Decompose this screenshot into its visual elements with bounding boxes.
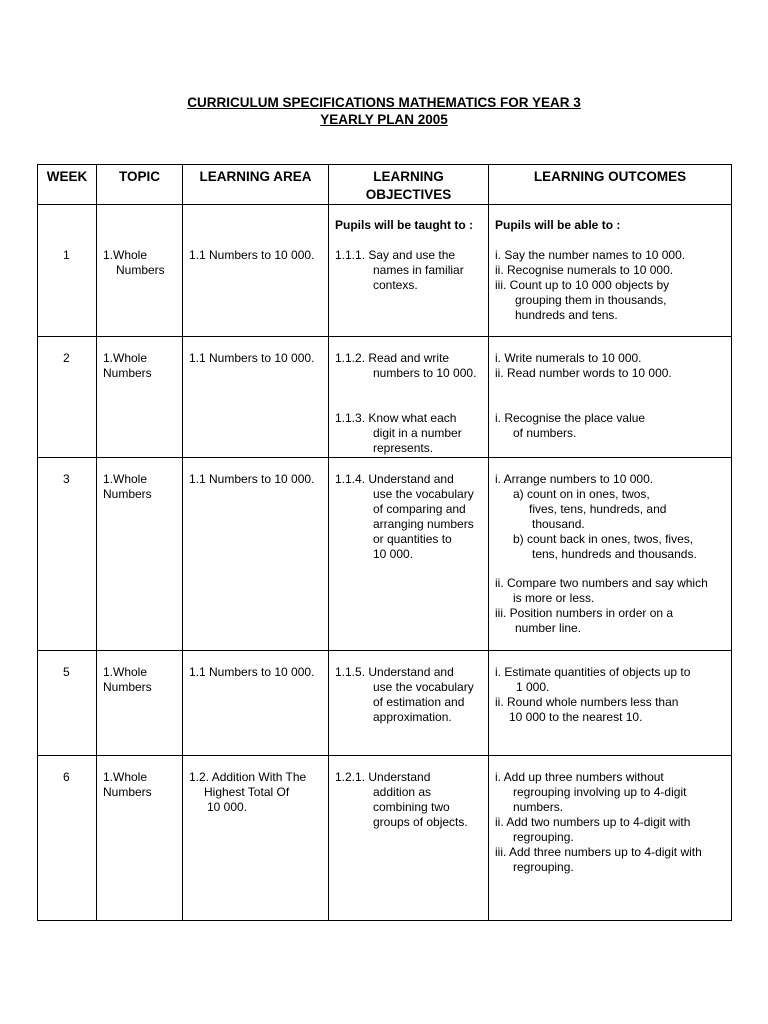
table-row xyxy=(38,458,732,651)
table-row xyxy=(38,651,732,756)
outcome-text: numbers. xyxy=(513,800,564,814)
outcome-text: regrouping. xyxy=(513,830,574,844)
week-number: 1 xyxy=(63,248,70,262)
objective-text: 1.1.3. Know what each xyxy=(335,411,457,425)
objective-text: use the vocabulary xyxy=(373,487,474,501)
topic-text: Numbers xyxy=(116,263,165,277)
week-number: 2 xyxy=(63,351,70,365)
week-number: 3 xyxy=(63,472,70,486)
objective-text: combining two xyxy=(373,800,450,814)
outcomes-intro: Pupils will be able to : xyxy=(495,218,621,232)
outcome-text: iii. Position numbers in order on a xyxy=(495,606,674,620)
objective-text: groups of objects. xyxy=(373,815,468,829)
learning-area-text: 10 000. xyxy=(207,800,248,814)
header-objectives-line1: LEARNING xyxy=(373,169,444,184)
outcome-text: tens, hundreds and thousands. xyxy=(532,547,697,561)
objective-text: represents. xyxy=(373,441,434,455)
learning-area-text: 1.2. Addition With The xyxy=(189,770,307,784)
objective-text: 1.1.2. Read and write xyxy=(335,351,450,365)
outcome-text: regrouping. xyxy=(513,860,574,874)
outcome-text: b) count back in ones, twos, fives, xyxy=(513,532,694,546)
outcome-text: fives, tens, hundreds, and xyxy=(529,502,667,516)
learning-area-text: 1.1 Numbers to 10 000. xyxy=(189,472,315,486)
yearly-plan-table xyxy=(37,164,732,921)
document-subtitle: YEARLY PLAN 2005 xyxy=(320,112,448,127)
objective-text: 1.2.1. Understand xyxy=(335,770,431,784)
topic-text: 1.Whole xyxy=(103,472,148,486)
outcome-text: regrouping involving up to 4-digit xyxy=(513,785,687,799)
objective-text: numbers to 10 000. xyxy=(373,366,477,380)
table-row xyxy=(38,337,732,458)
outcome-text: ii. Compare two numbers and say which xyxy=(495,576,708,590)
outcome-text: i. Write numerals to 10 000. xyxy=(495,351,642,365)
topic-text: 1.Whole xyxy=(103,770,148,784)
learning-area-text: Highest Total Of xyxy=(204,785,290,799)
objective-text: of comparing and xyxy=(373,502,466,516)
objective-text: 1.1.1. Say and use the xyxy=(335,248,456,262)
outcome-text: 10 000 to the nearest 10. xyxy=(509,710,643,724)
document-title: CURRICULUM SPECIFICATIONS MATHEMATICS FOR YEAR 3 xyxy=(187,95,581,110)
header-week: WEEK xyxy=(38,165,97,205)
week-number: 6 xyxy=(63,770,70,784)
outcome-text: ii. Add two numbers up to 4-digit with xyxy=(495,815,691,829)
objective-text: contexs. xyxy=(373,278,418,292)
outcome-text: i. Recognise the place value xyxy=(495,411,646,425)
outcome-text: is more or less. xyxy=(513,591,595,605)
outcome-text: a) count on in ones, twos, xyxy=(513,487,650,501)
outcome-text: ii. Read number words to 10 000. xyxy=(495,366,672,380)
outcome-text: i. Arrange numbers to 10 000. xyxy=(495,472,654,486)
outcome-text: iii. Add three numbers up to 4-digit with xyxy=(495,845,702,859)
topic-text: 1.Whole xyxy=(103,665,148,679)
header-learning-area: LEARNING AREA xyxy=(183,165,329,205)
topic-text: Numbers xyxy=(103,487,152,501)
objective-text: approximation. xyxy=(373,710,452,724)
outcome-text: i. Add up three numbers without xyxy=(495,770,664,784)
objective-text: of estimation and xyxy=(373,695,465,709)
learning-area-text: 1.1 Numbers to 10 000. xyxy=(189,665,315,679)
header-row xyxy=(38,165,732,205)
objectives-intro: Pupils will be taught to : xyxy=(335,218,473,232)
objective-text: addition as xyxy=(373,785,432,799)
header-learning-outcomes: LEARNING OUTCOMES xyxy=(489,165,732,205)
learning-area-text: 1.1 Numbers to 10 000. xyxy=(189,351,315,365)
header-topic: TOPIC xyxy=(97,165,183,205)
topic-text: 1.Whole xyxy=(103,248,148,262)
table-row xyxy=(38,205,732,337)
outcome-text: number line. xyxy=(515,621,582,635)
outcome-text: hundreds and tens. xyxy=(515,308,618,322)
outcome-text: thousand. xyxy=(532,517,585,531)
outcome-text: i. Estimate quantities of objects up to xyxy=(495,665,691,679)
objective-text: arranging numbers xyxy=(373,517,474,531)
objective-text: use the vocabulary xyxy=(373,680,474,694)
header-objectives-line2: OBJECTIVES xyxy=(365,187,452,202)
header-learning-objectives xyxy=(329,165,489,205)
objective-text: names in familiar xyxy=(373,263,464,277)
objective-text: 1.1.5. Understand and xyxy=(335,665,454,679)
outcome-text: ii. Recognise numerals to 10 000. xyxy=(495,263,674,277)
topic-text: Numbers xyxy=(103,785,152,799)
topic-text: 1.Whole xyxy=(103,351,148,365)
objective-text: digit in a number xyxy=(373,426,462,440)
outcome-text: ii. Round whole numbers less than xyxy=(495,695,679,709)
objective-text: 10 000. xyxy=(373,547,414,561)
table-row xyxy=(38,756,732,921)
topic-text: Numbers xyxy=(103,680,152,694)
outcome-text: iii. Count up to 10 000 objects by xyxy=(495,278,670,292)
outcome-text: i. Say the number names to 10 000. xyxy=(495,248,686,262)
objective-text: 1.1.4. Understand and xyxy=(335,472,454,486)
topic-text: Numbers xyxy=(103,366,152,380)
objective-text: or quantities to xyxy=(373,532,452,546)
outcome-text: 1 000. xyxy=(516,680,550,694)
outcome-text: of numbers. xyxy=(513,426,577,440)
week-number: 5 xyxy=(63,665,70,679)
learning-area-text: 1.1 Numbers to 10 000. xyxy=(189,248,315,262)
outcome-text: grouping them in thousands, xyxy=(515,293,667,307)
